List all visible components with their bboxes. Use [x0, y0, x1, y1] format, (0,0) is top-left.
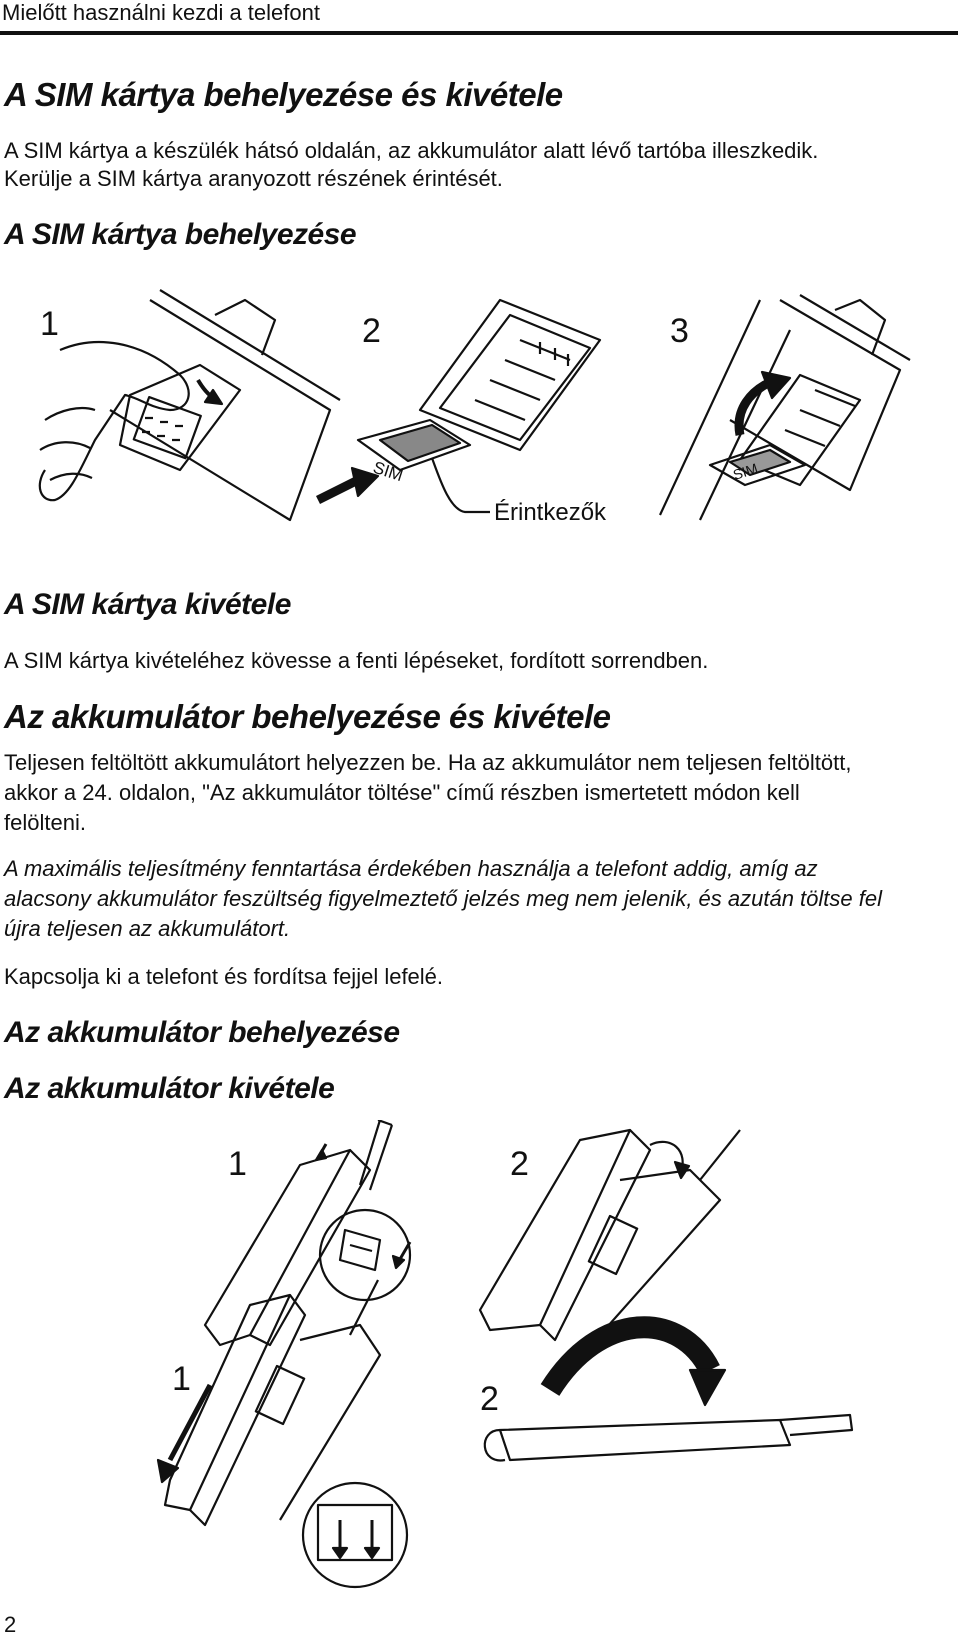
sim-step-1-drawing — [40, 290, 340, 520]
battery-remove-step-1-number: 1 — [172, 1360, 191, 1398]
battery-para2-line-3: újra teljesen az akkumulátort. — [4, 916, 291, 941]
sim-insert-illustration — [0, 280, 960, 560]
battery-insert-step-1-number: 1 — [228, 1145, 247, 1183]
sim-insert-heading: A SIM kártya behelyezése — [4, 218, 357, 251]
contacts-label: Érintkezők — [494, 499, 607, 526]
battery-para2-line-1: A maximális teljesítmény fenntartása érdekében használja a telefont addig, amíg az — [4, 856, 818, 881]
sim-remove-heading: A SIM kártya kivétele — [4, 588, 291, 621]
sim-step-2-drawing — [318, 300, 600, 512]
sim-step-3-drawing — [660, 295, 910, 520]
battery-remove-step-2-number: 2 — [480, 1380, 499, 1418]
header-rule — [0, 31, 958, 35]
battery-para1-line-1: Teljesen feltöltött akkumulátort helyezzen be. Ha az akkumulátor nem teljesen feltöltött, — [4, 750, 852, 775]
battery-remove-step-1-drawing — [158, 1280, 407, 1587]
page-number: 2 — [4, 1612, 17, 1637]
sim-card-label: SIM — [370, 457, 406, 486]
battery-remove-heading: Az akkumulátor kivétele — [4, 1072, 335, 1105]
battery-para1-line-2: akkor a 24. oldalon, "Az akkumulátor töltése" című részben ismertetett módon kell — [4, 780, 800, 805]
sim-step-1-number: 1 — [40, 305, 59, 343]
sim-intro-line-1: A SIM kártya a készülék hátsó oldalán, az akkumulátor alatt lévő tartóba illeszkedik. — [4, 138, 819, 163]
sim-remove-text: A SIM kártya kivételéhez kövesse a fenti lépéseket, fordított sorrendben. — [4, 648, 709, 673]
battery-para2-line-2: alacsony akkumulátor feszültség figyelmeztető jelzés meg nem jelenik, és azután töltse fel — [4, 886, 882, 911]
battery-section-title: Az akkumulátor behelyezése és kivétele — [4, 698, 611, 735]
battery-insert-step-2-number: 2 — [510, 1145, 529, 1183]
sim-card-label-small: SIM — [730, 459, 760, 483]
battery-para1-line-3: felölteni. — [4, 810, 86, 835]
sim-step-3-number: 3 — [670, 312, 689, 350]
battery-para3: Kapcsolja ki a telefont és fordítsa fejjel lefelé. — [4, 964, 444, 989]
sim-section-title: A SIM kártya behelyezése és kivétele — [4, 76, 563, 113]
battery-insert-heading: Az akkumulátor behelyezése — [4, 1016, 400, 1049]
running-header: Mielőtt használni kezdi a telefont — [2, 0, 320, 25]
battery-remove-step-2-drawing — [485, 1327, 852, 1460]
sim-step-2-number: 2 — [362, 312, 381, 350]
sim-intro-line-2: Kerülje a SIM kártya aranyozott részének érintését. — [4, 166, 503, 191]
battery-illustration — [0, 1120, 960, 1600]
